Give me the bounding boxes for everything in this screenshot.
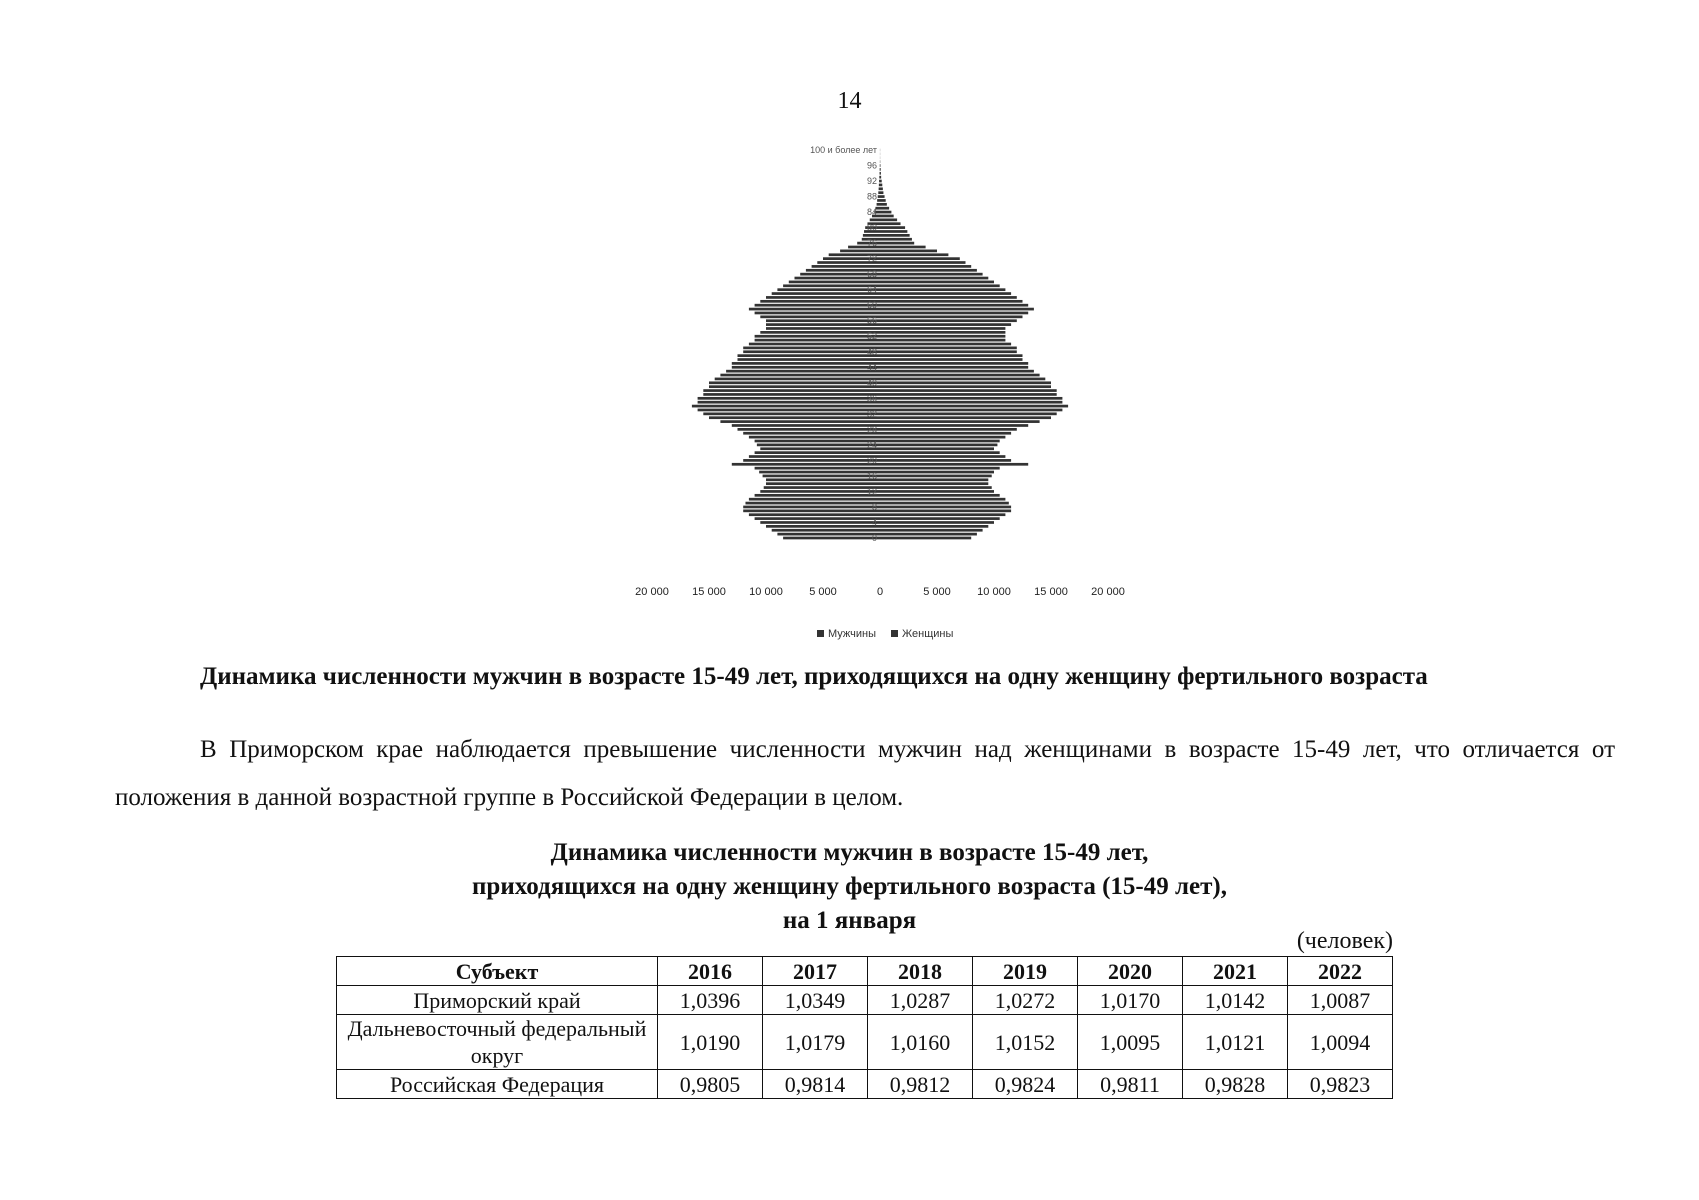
bar-male-age-18 [755,467,880,470]
bar-female-age-88 [880,195,885,198]
bar-female-age-51 [880,339,1005,342]
table-title-line-2: приходящихся на одну женщину фертильного возраста (15-49 лет), [472,873,1227,900]
bar-female-age-53 [880,331,1005,334]
bar-male-age-88 [878,195,880,198]
bar-female-age-41 [880,378,1045,381]
bar-male-age-70 [812,265,880,268]
bar-male-age-32 [703,412,880,415]
header-year: 2021 [1183,957,1288,986]
bar-male-age-58 [755,312,880,315]
bar-female-age-92 [880,180,882,183]
bar-female-age-25 [880,440,1000,443]
bar-female-age-8 [880,506,1011,509]
bar-male-age-44 [732,366,880,369]
bar-female-age-17 [880,471,994,474]
bar-female-age-9 [880,502,1009,505]
bar-male-age-45 [732,362,880,365]
cell-subject: Дальневосточный федеральный округ [337,1015,658,1070]
bar-male-age-36 [698,397,880,400]
bar-female-age-21 [880,455,1005,458]
bar-female-age-49 [880,347,1017,350]
age-tick-label: 88 [866,191,877,202]
bar-male-age-59 [749,308,880,311]
bar-male-age-64 [777,288,880,291]
cell-value: 1,0094 [1288,1015,1393,1070]
bar-female-age-19 [880,463,1028,466]
page-number: 14 [837,88,862,114]
bar-male-age-63 [772,292,880,295]
bar-female-age-40 [880,381,1051,384]
cell-value: 1,0287 [868,986,973,1015]
bar-female-age-29 [880,424,1028,427]
bar-male-age-41 [715,378,880,381]
bar-male-age-5 [755,517,880,520]
bar-female-age-27 [880,432,1011,435]
bar-male-age-8 [743,506,880,509]
age-tick-label: 60 [866,300,877,311]
bar-male-age-47 [738,354,881,357]
bar-female-age-72 [880,257,960,260]
bar-male-age-14 [766,482,880,485]
bar-male-age-48 [743,350,880,353]
bar-female-age-64 [880,288,1005,291]
bar-male-age-9 [745,502,880,505]
age-tick-label: 44 [866,362,877,373]
age-tick-label: 48 [866,346,877,357]
bar-male-age-30 [720,420,880,423]
bar-male-age-65 [783,284,880,287]
bar-female-age-73 [880,253,948,256]
table-title-line-3: на 1 января [782,907,917,934]
bar-female-age-68 [880,273,983,276]
bar-female-age-48 [880,350,1017,353]
header-year: 2022 [1288,957,1393,986]
bar-male-age-66 [789,281,880,284]
section-heading: Динамика численности мужчин в возрасте 15-49 лет, приходящихся на одну женщину фертильного возраста [200,663,1428,690]
age-tick-label: 40 [866,377,877,388]
x-tick-label: 15 000 [692,586,726,598]
bar-male-age-2 [772,529,880,532]
age-tick-label: 24 [866,439,877,450]
bar-female-age-85 [880,207,889,210]
bar-male-age-74 [840,250,880,253]
bar-female-age-70 [880,265,971,268]
cell-value: 1,0170 [1078,986,1183,1015]
bar-female-age-39 [880,385,1051,388]
bar-male-age-49 [743,347,880,350]
bar-female-age-63 [880,292,1011,295]
bar-female-age-44 [880,366,1028,369]
legend-swatch-female [891,630,898,637]
cell-value: 0,9811 [1078,1070,1183,1099]
legend-swatch-male [817,630,824,637]
bar-female-age-61 [880,300,1023,303]
bar-male-age-61 [760,300,880,303]
bar-female-age-32 [880,412,1057,415]
bar-male-age-91 [879,184,880,187]
bar-male-age-12 [760,490,880,493]
bar-female-age-62 [880,296,1017,299]
header-year: 2016 [658,957,763,986]
table-title-line-1: Динамика численности мужчин в возрасте 15-49 лет, [550,839,1149,866]
bar-male-age-52 [755,335,880,338]
ratio-table [336,956,1393,1099]
bar-female-age-2 [880,529,983,532]
bar-female-age-1 [880,533,977,536]
bar-female-age-28 [880,428,1017,431]
bar-female-age-33 [880,409,1062,412]
bar-female-age-22 [880,451,1000,454]
age-tick-label: 96 [866,160,877,171]
age-tick-label: 76 [866,238,877,249]
bar-female-age-83 [880,215,894,218]
cell-value: 0,9812 [868,1070,973,1099]
bar-male-age-17 [759,471,880,474]
bar-female-age-56 [880,319,1017,322]
cell-value: 1,0396 [658,986,763,1015]
bar-male-age-15 [766,478,880,481]
header-year: 2018 [868,957,973,986]
body-paragraph: В Приморском крае наблюдается превышение численности мужчин над женщинами в возрасте 15-49 лет, что отличается от положения в данной возрастной группе в Российской Федерации в целом. [115,736,1615,811]
bar-male-age-56 [766,319,880,322]
age-tick-label: 68 [866,269,877,280]
bar-female-age-89 [880,191,883,194]
x-tick-label: 20 000 [1091,586,1125,598]
cell-value: 1,0179 [763,1015,868,1070]
bar-female-age-42 [880,374,1040,377]
bar-male-age-37 [703,393,880,396]
bar-female-age-74 [880,250,937,253]
bar-female-age-91 [880,184,882,187]
bar-male-age-92 [879,180,880,183]
bar-male-age-50 [749,343,880,346]
bar-female-age-59 [880,308,1034,311]
bar-male-age-24 [757,444,880,447]
bar-male-age-11 [755,494,880,497]
header-year: 2020 [1078,957,1183,986]
age-tick-label: 28 [866,424,877,435]
bar-male-age-87 [877,199,880,202]
bar-male-age-1 [777,533,880,536]
age-tick-label: 36 [866,393,877,404]
age-tick-label: 80 [866,222,877,233]
cell-value: 0,9828 [1183,1070,1288,1099]
population-pyramid-chart [600,140,1160,650]
bar-male-age-23 [760,447,880,450]
cell-value: 1,0190 [658,1015,763,1070]
bar-female-age-37 [880,393,1057,396]
age-tick-label: 84 [866,207,877,218]
cell-value: 1,0087 [1288,986,1393,1015]
bar-female-age-65 [880,284,1000,287]
bar-female-age-69 [880,269,977,272]
bar-female-age-20 [880,459,1011,462]
bar-female-age-15 [880,478,988,481]
bar-female-age-3 [880,525,988,528]
bar-female-age-77 [880,238,912,241]
bar-male-age-89 [878,191,880,194]
header-year: 2019 [973,957,1078,986]
bar-male-age-51 [755,339,880,342]
bar-female-age-34 [880,405,1068,408]
table-header-row [337,957,1393,986]
bar-female-age-55 [880,323,1011,326]
bar-male-age-40 [709,381,880,384]
cell-value: 1,0095 [1078,1015,1183,1070]
bar-female-age-38 [880,389,1057,392]
bar-male-age-55 [766,323,880,326]
bar-male-age-60 [755,304,880,307]
bar-female-age-35 [880,401,1062,404]
bar-male-age-3 [766,525,880,528]
table-row [337,1070,1393,1099]
bar-female-age-60 [880,304,1028,307]
x-tick-label: 20 000 [635,586,669,598]
age-tick-label: 8 [871,501,877,512]
bar-female-age-43 [880,370,1034,373]
age-tick-label: 20 [866,455,877,466]
age-tick-label: 64 [866,284,877,295]
bar-female-age-23 [880,447,994,450]
bar-female-age-12 [880,490,994,493]
bar-female-age-86 [880,203,887,206]
bar-female-age-4 [880,521,994,524]
age-tick-label: 92 [866,176,877,187]
bar-female-age-16 [880,475,992,478]
x-tick-label: 0 [876,586,884,598]
bar-female-age-79 [880,230,907,233]
bar-male-age-82 [870,218,880,221]
bar-female-age-76 [880,242,914,245]
bar-female-age-6 [880,513,1005,516]
bar-female-age-84 [880,211,891,214]
bar-male-age-39 [709,385,880,388]
bar-female-age-36 [880,397,1062,400]
age-tick-label: 52 [866,331,877,342]
bar-female-age-54 [880,327,1005,330]
bar-male-age-90 [879,187,880,190]
bar-male-age-33 [698,409,880,412]
bar-male-age-86 [877,203,880,206]
bar-female-age-82 [880,218,897,221]
bar-female-age-66 [880,281,994,284]
bar-female-age-0 [880,537,971,540]
bar-male-age-35 [698,401,880,404]
bar-male-age-54 [766,327,880,330]
bar-male-age-93 [879,176,880,179]
age-tick-label: 100 и более лет [810,145,877,155]
cell-value: 1,0121 [1183,1015,1288,1070]
age-tick-label: 56 [866,315,877,326]
bar-male-age-16 [763,475,880,478]
bar-male-age-20 [743,459,880,462]
header-year: 2017 [763,957,868,986]
bar-male-age-43 [726,370,880,373]
bar-female-age-5 [880,517,1000,520]
age-tick-label: 72 [866,253,877,264]
bar-female-age-7 [880,509,1011,512]
header-subject: Субъект [337,957,658,986]
cell-value: 0,9823 [1288,1070,1393,1099]
bar-male-age-25 [755,440,880,443]
bar-female-age-52 [880,335,1005,338]
cell-subject: Приморский край [337,986,658,1015]
age-tick-label: 12 [866,486,877,497]
bar-female-age-93 [880,176,881,179]
bar-female-age-24 [880,444,997,447]
x-tick-label: 15 000 [1034,586,1068,598]
bar-female-age-11 [880,494,1000,497]
bar-female-age-18 [880,467,1000,470]
legend-item-female: Женщины [902,628,954,640]
bar-female-age-26 [880,436,1005,439]
x-tick-label: 5 000 [923,586,951,598]
cell-value: 1,0272 [973,986,1078,1015]
cell-value: 1,0142 [1183,986,1288,1015]
bar-male-age-28 [738,428,881,431]
bar-female-age-45 [880,362,1028,365]
bar-female-age-50 [880,343,1011,346]
bar-female-age-95 [880,168,881,171]
bar-female-age-47 [880,354,1023,357]
bar-male-age-6 [749,513,880,516]
table-row [337,1015,1393,1070]
bar-female-age-10 [880,498,1005,501]
bar-male-age-62 [766,296,880,299]
bar-male-age-34 [692,405,880,408]
bar-female-age-75 [880,246,926,249]
cell-value: 0,9805 [658,1070,763,1099]
bar-male-age-10 [749,498,880,501]
bar-female-age-46 [880,358,1023,361]
bar-female-age-14 [880,482,988,485]
bar-male-age-13 [764,486,880,489]
bar-female-age-67 [880,277,988,280]
bar-female-age-30 [880,420,1040,423]
legend-item-male: Мужчины [828,628,877,640]
bar-male-age-46 [738,358,881,361]
cell-value: 1,0152 [973,1015,1078,1070]
cell-subject: Российская Федерация [337,1070,658,1099]
bar-female-age-31 [880,416,1051,419]
age-tick-label: 16 [866,470,877,481]
cell-value: 1,0160 [868,1015,973,1070]
bar-male-age-7 [743,509,880,512]
x-tick-label: 10 000 [977,586,1011,598]
bar-female-age-81 [880,222,901,225]
bar-male-age-0 [783,537,880,540]
table-unit-label: (человек) [1296,928,1393,954]
cell-value: 1,0349 [763,986,868,1015]
bar-male-age-4 [760,521,880,524]
bar-male-age-19 [732,463,880,466]
bar-male-age-27 [743,432,880,435]
bar-male-age-53 [760,331,880,334]
bar-female-age-58 [880,312,1028,315]
bar-male-age-42 [720,374,880,377]
x-tick-label: 5 000 [809,586,837,598]
bar-male-age-78 [863,234,880,237]
bar-female-age-57 [880,315,1023,318]
cell-value: 0,9814 [763,1070,868,1099]
bar-male-age-21 [749,455,880,458]
bar-female-age-80 [880,226,905,229]
table-row [337,986,1393,1015]
bar-male-age-31 [709,416,880,419]
bar-female-age-90 [880,187,883,190]
bar-male-age-29 [732,424,880,427]
bar-female-age-13 [880,486,992,489]
bar-female-age-87 [880,199,886,202]
age-tick-label: 4 [871,517,877,528]
bar-male-age-57 [760,315,880,318]
bar-female-age-71 [880,261,966,264]
cell-value: 0,9824 [973,1070,1078,1099]
bar-male-age-22 [755,451,880,454]
bar-male-age-26 [749,436,880,439]
bar-female-age-94 [880,172,881,175]
age-tick-label: 32 [866,408,877,419]
age-tick-label: 0 [871,533,877,543]
x-tick-label: 10 000 [749,586,783,598]
bar-male-age-38 [703,389,880,392]
bar-female-age-78 [880,234,910,237]
